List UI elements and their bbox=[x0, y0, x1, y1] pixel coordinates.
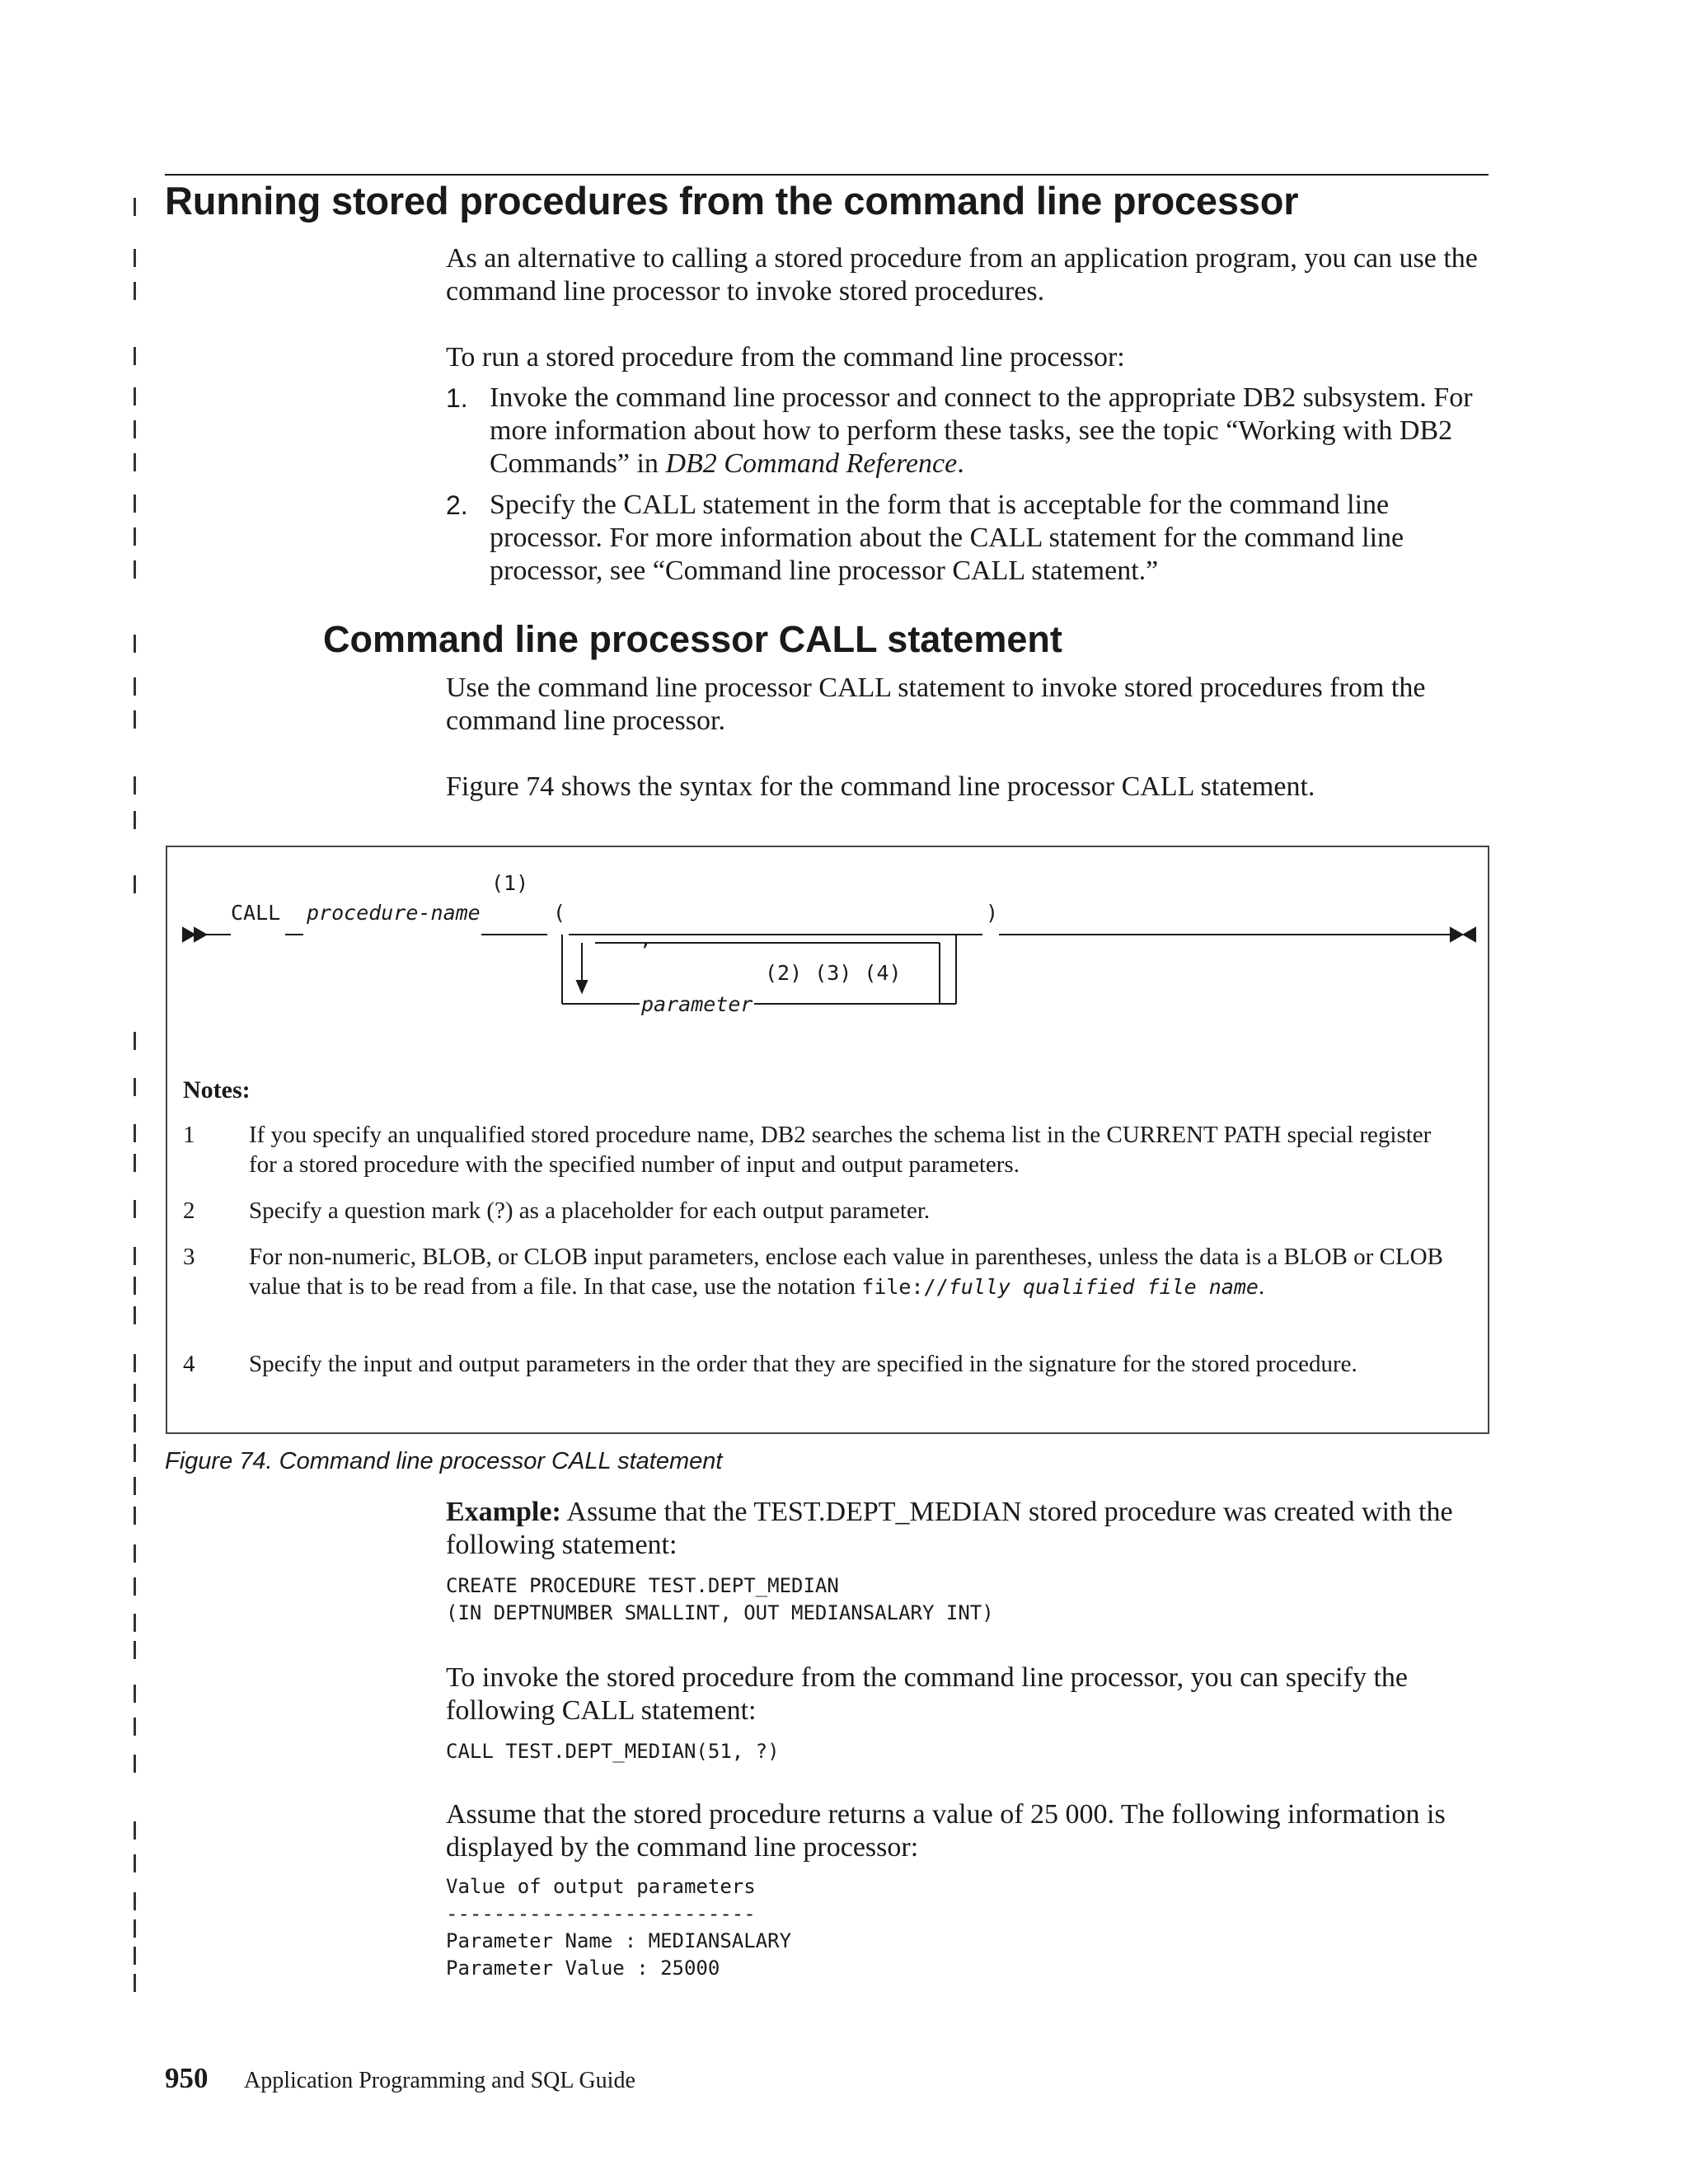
invoke-paragraph: To invoke the stored procedure from the command line processor, you can specify the following CALL statement: bbox=[446, 1662, 1408, 1726]
list-item-number: 2. bbox=[446, 490, 468, 520]
loop-arrow-icon bbox=[577, 981, 587, 992]
syntax-parameter: parameter bbox=[641, 992, 753, 1016]
list-item-number: 1. bbox=[446, 383, 468, 413]
code-call-statement: CALL TEST.DEPT_MEDIAN(51, ?) bbox=[446, 1740, 780, 1763]
syntax-keyword-call: CALL bbox=[231, 901, 281, 925]
note-item: 4 Specify the input and output parameters in the order that they are specified in the signature for the stored procedure. bbox=[183, 1351, 1357, 1377]
steps-lead: To run a stored procedure from the command line processor: bbox=[446, 342, 1125, 373]
top-rule bbox=[165, 174, 1489, 176]
subsection-paragraph: Use the command line processor CALL statement to invoke stored procedures from the command line processor. bbox=[446, 673, 1426, 736]
note-references-parameter: (2) (3) (4) bbox=[765, 961, 902, 985]
subsection-title: Command line processor CALL statement bbox=[323, 618, 1062, 660]
section-intro: As an alternative to calling a stored procedure from an application program, you can use the command line processor to invoke stored procedures. bbox=[446, 243, 1478, 307]
list-item bbox=[446, 382, 1493, 480]
book-title: Application Programming and SQL Guide bbox=[244, 2068, 635, 2093]
page-number: 950 bbox=[165, 2062, 209, 2094]
syntax-open-paren: ( bbox=[551, 901, 568, 925]
syntax-procedure-name: procedure-name bbox=[307, 901, 481, 925]
syntax-comma: , bbox=[640, 926, 653, 950]
note-item: 3 For non-numeric, BLOB, or CLOB input parameters, enclose each value in parentheses, unless the data is a BLOB or CLOB value that is to be read from a file. In that case, use the notation file://fully qualified file name. bbox=[183, 1244, 1443, 1300]
syntax-close-paren: ) bbox=[983, 901, 1001, 925]
code-output: Value of output parameters -------------------------- Parameter Name : MEDIANSALARY Parameter Value : 25000 bbox=[446, 1875, 792, 1980]
figure-reference-paragraph: Figure 74 shows the syntax for the command line processor CALL statement. bbox=[446, 771, 1315, 802]
figure-caption: Figure 74. Command line processor CALL statement bbox=[165, 1448, 723, 1474]
example-paragraph: Example: Assume that the TEST.DEPT_MEDIAN stored procedure was created with the following statement: bbox=[446, 1497, 1453, 1560]
section-title: Running stored procedures from the command line processor bbox=[165, 179, 1299, 223]
list-item-text: Specify the CALL statement in the form that is acceptable for the command line processor. For more information about the CALL statement for the command line processor, see “Command line processor CALL statement.” bbox=[490, 490, 1404, 586]
result-paragraph: Assume that the stored procedure returns a value of 25 000. The following information is displayed by the command line processor: bbox=[446, 1799, 1446, 1863]
note-item: 1 If you specify an unqualified stored procedure name, DB2 searches the schema list in the CURRENT PATH special register for a stored procedure with the specified number of input and output parameters. bbox=[183, 1122, 1432, 1178]
syntax-diagram bbox=[165, 846, 1489, 1043]
start-arrow-icon bbox=[183, 928, 195, 941]
end-arrow-icon bbox=[1451, 928, 1462, 941]
list-item-text: Invoke the command line processor and connect to the appropriate DB2 subsystem. For more information about how to perform these tasks, see the topic “Working with DB2 Commands” in DB2 Command Reference. bbox=[490, 382, 1473, 479]
note-reference-1: (1) bbox=[491, 871, 529, 895]
code-create-procedure: CREATE PROCEDURE TEST.DEPT_MEDIAN (IN DEPTNUMBER SMALLINT, OUT MEDIANSALARY INT) bbox=[446, 1574, 994, 1624]
list-item bbox=[446, 489, 1493, 588]
notes-heading: Notes: bbox=[183, 1076, 251, 1104]
note-item: 2 Specify a question mark (?) as a placeholder for each output parameter. bbox=[183, 1197, 931, 1224]
book-reference: DB2 Command Reference bbox=[665, 448, 958, 479]
example-label: Example: bbox=[446, 1497, 561, 1527]
